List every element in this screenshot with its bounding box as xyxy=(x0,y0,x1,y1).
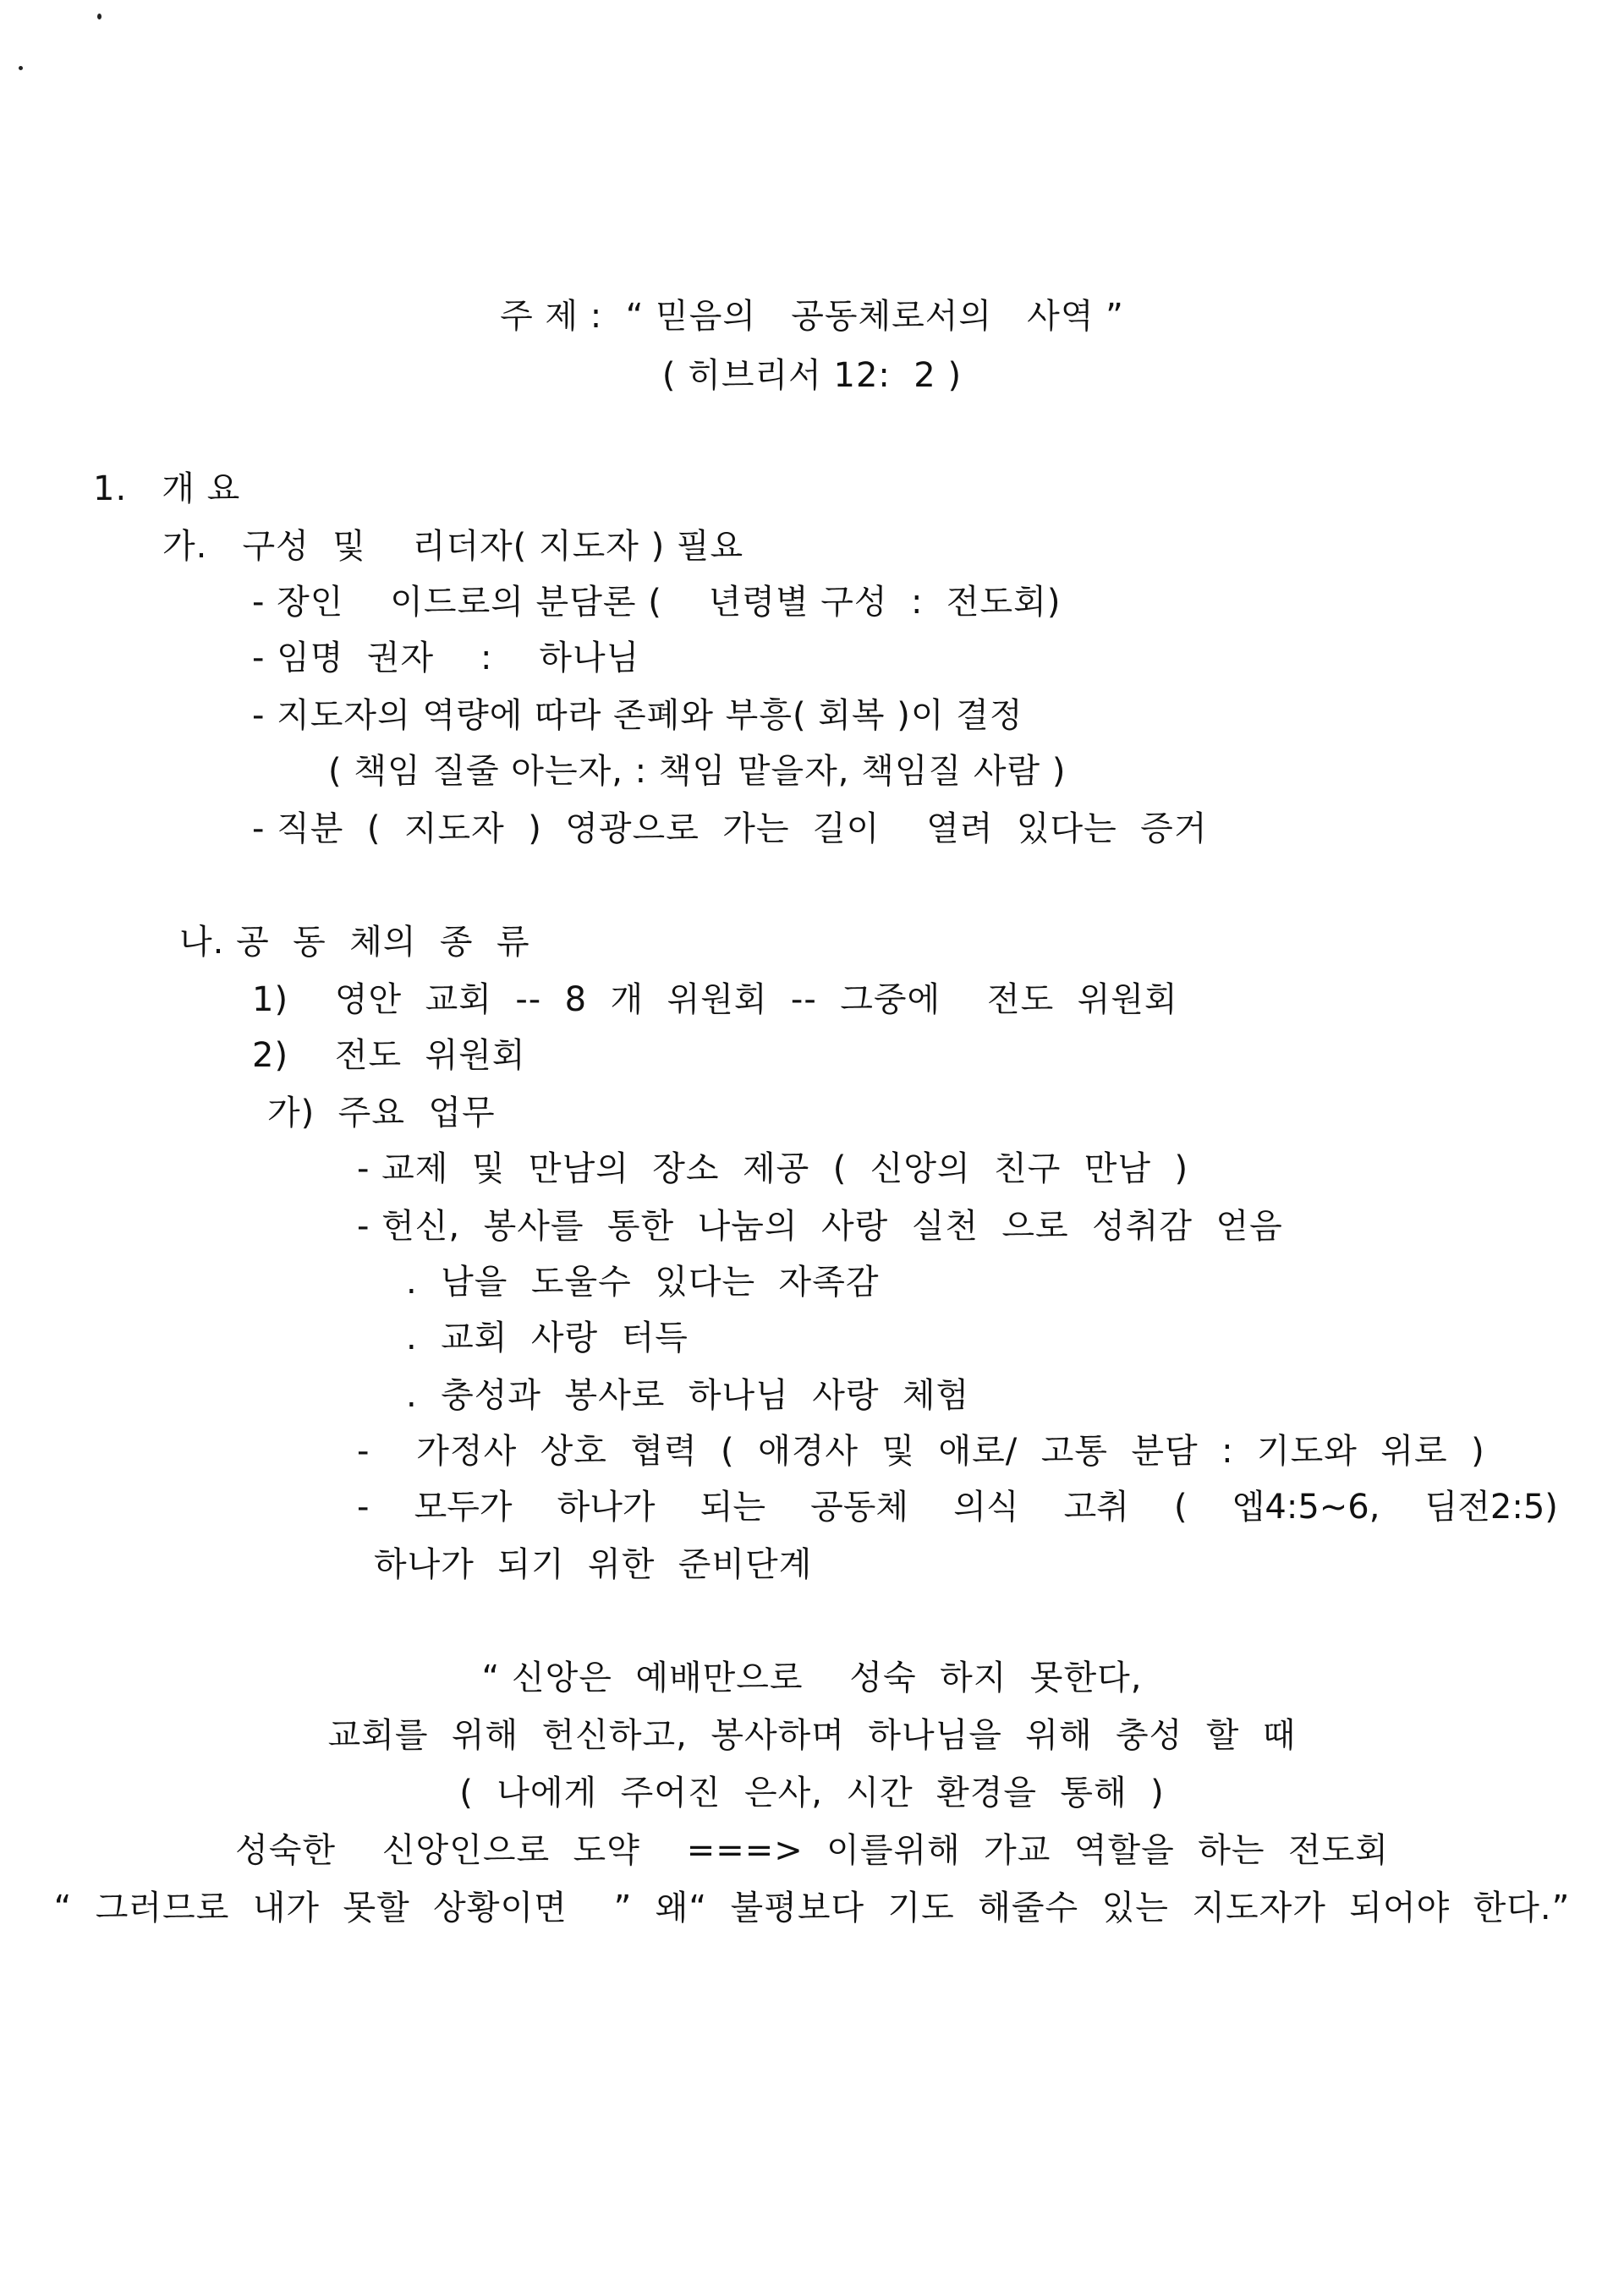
list-item: 1) 영안 교회 -- 8 개 위원회 -- 그중에 전도 위원회 xyxy=(252,980,1178,1019)
list-item: - 가정사 상호 협력 ( 애경사 및 애로/ 고통 분담 : 기도와 위로 ) xyxy=(357,1432,1485,1471)
justified-word: - xyxy=(357,1488,370,1527)
justified-word: 딤전2:5) xyxy=(1424,1488,1558,1527)
list-item-continuation: 하나가 되기 위한 준비단계 xyxy=(374,1545,813,1584)
list-item: 2) 전도 위원회 xyxy=(252,1036,526,1075)
scan-speck xyxy=(97,14,102,19)
justified-word: 공동체 xyxy=(810,1488,909,1527)
subsection-heading: 가. 구성 및 리더자( 지도자 ) 필요 xyxy=(162,527,744,566)
quote-line: “ 신앙은 예배만으로 성숙 하지 못한다, xyxy=(481,1659,1143,1697)
list-item: - 직분 ( 지도자 ) 영광으로 가는 길이 열려 있다는 증거 xyxy=(252,809,1208,848)
justified-list-item xyxy=(357,1485,1558,1529)
quote-line: 성숙한 신앙인으로 도약 ===> 이를위해 가교 역할을 하는 전도회 xyxy=(235,1831,1389,1870)
list-item: - 헌신, 봉사를 통한 나눔의 사랑 실천 으로 성취감 얻음 xyxy=(357,1207,1283,1246)
justified-word: 하나가 xyxy=(557,1488,656,1527)
list-item: - 교제 및 만남의 장소 제공 ( 신앙의 친구 만남 ) xyxy=(357,1149,1189,1188)
list-item: . 충성과 봉사로 하나님 사랑 체험 xyxy=(406,1376,970,1415)
quote-line: 교회를 위해 헌신하고, 봉사하며 하나님을 위해 충성 할 때 xyxy=(327,1716,1297,1755)
justified-word: 의식 xyxy=(953,1488,1019,1527)
subsection-heading: 가) 주요 업무 xyxy=(267,1094,496,1132)
list-item: ( 책임 질줄 아는자, : 책임 맡을자, 책임질 사람 ) xyxy=(328,752,1067,791)
quote-line: “ 그러므로 내가 못할 상황이면 ” 왜“ 불평보다 기도 해줄수 있는 지도자가 되어야 한다.” xyxy=(53,1889,1571,1927)
list-item: - 임명 권자 : 하나님 xyxy=(252,639,640,677)
justified-word: 고취 xyxy=(1063,1488,1129,1527)
subsection-heading: 나. 공 동 체의 종 류 xyxy=(179,923,530,962)
list-item: - 지도자의 역량에 따라 존폐와 부흥( 회복 )이 결정 xyxy=(252,696,1023,735)
list-item: . 남을 도울수 있다는 자족감 xyxy=(406,1263,880,1302)
justified-word: 되는 xyxy=(700,1488,765,1527)
scan-speck xyxy=(19,66,23,70)
justified-word: ( xyxy=(1174,1488,1188,1527)
justified-word: 엡4:5~6, xyxy=(1232,1488,1380,1527)
section-heading: 1. 개 요 xyxy=(93,469,241,508)
scripture-reference: ( 히브리서 12: 2 ) xyxy=(661,356,963,395)
list-item: - 장인 이드로의 분담론 ( 년령별 구성 : 전도회) xyxy=(252,583,1062,622)
quote-line: ( 나에게 주어진 은사, 시간 환경을 통해 ) xyxy=(459,1774,1165,1812)
justified-word: 모두가 xyxy=(414,1488,513,1527)
list-item: . 교회 사랑 터득 xyxy=(406,1319,689,1357)
document-title: 주 제 : “ 믿음의 공동체로서의 사역 ” xyxy=(500,297,1124,336)
